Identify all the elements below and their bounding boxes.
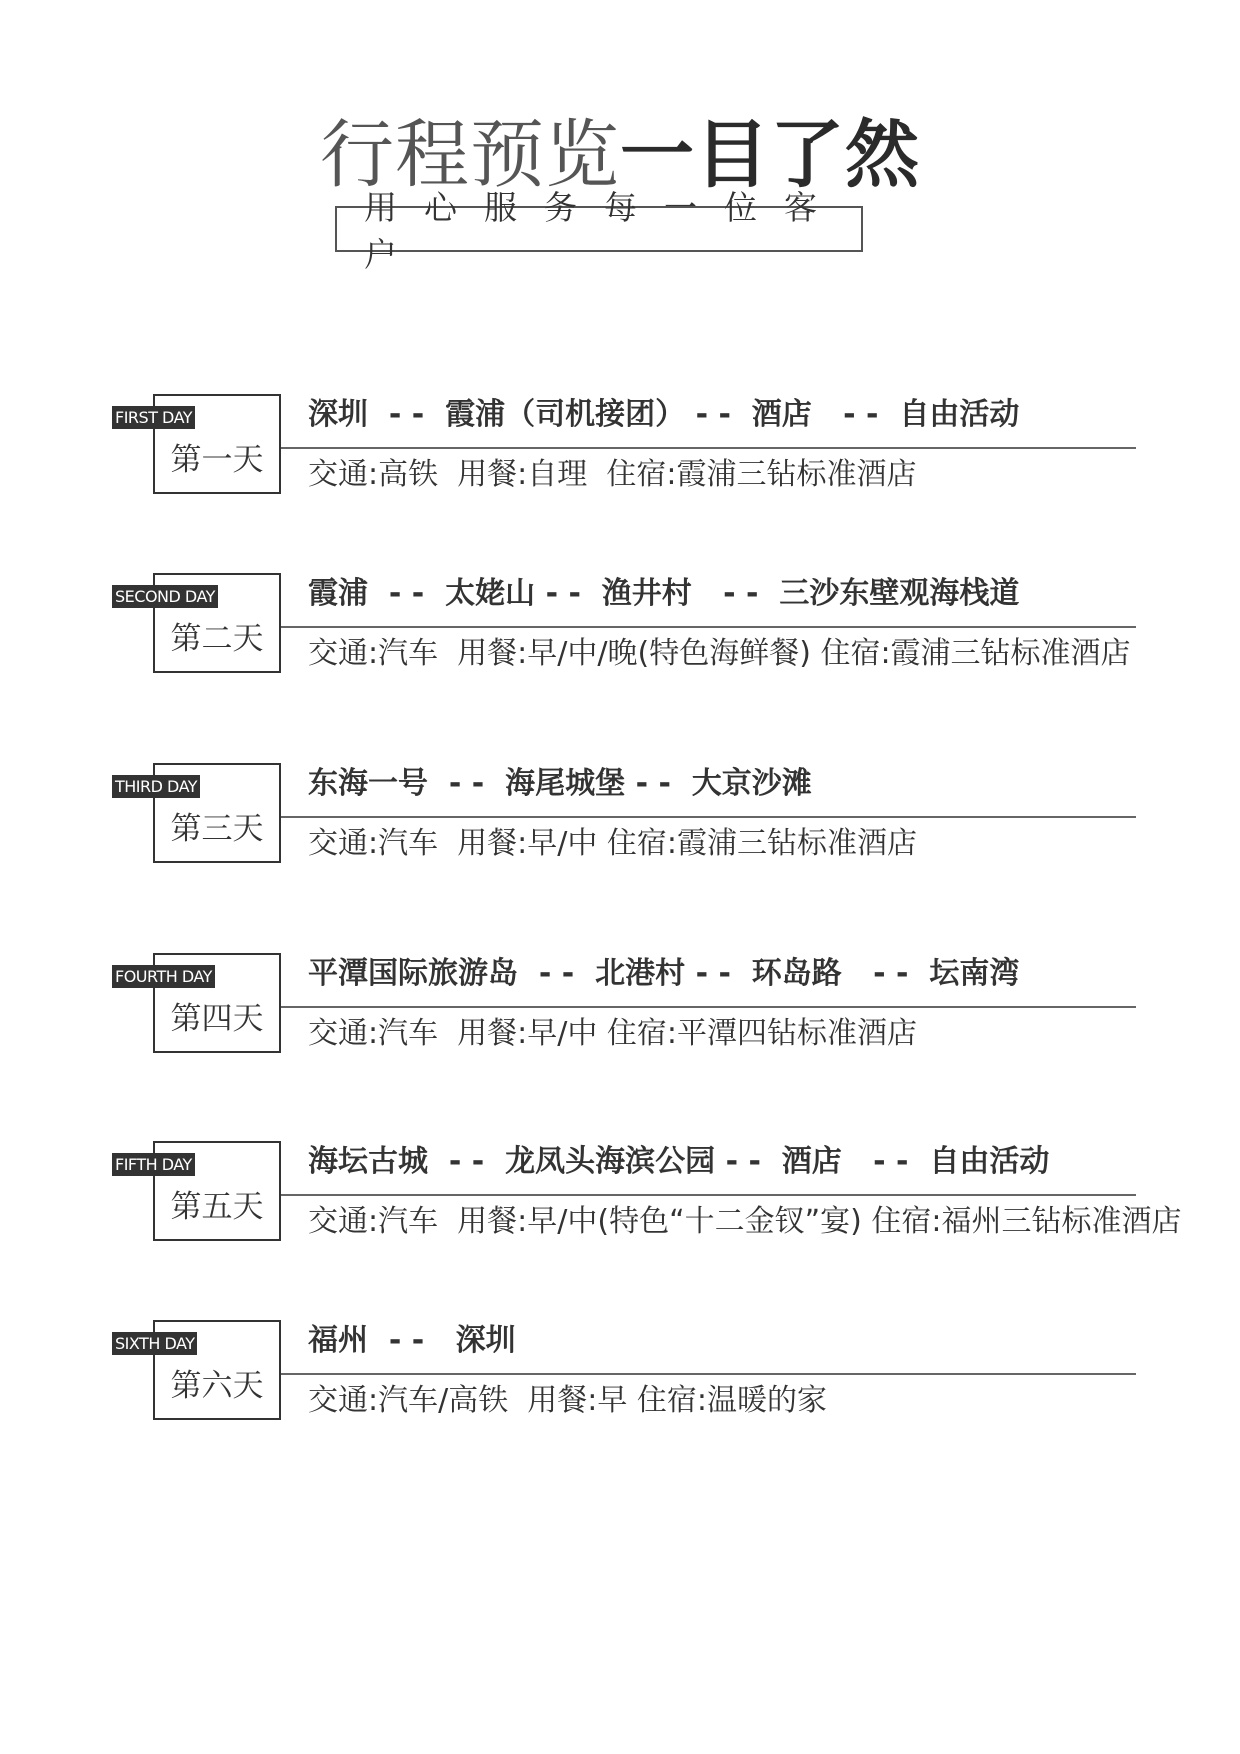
page-title-bold: 一目了然 (620, 112, 920, 198)
day-label-cn: 第五天 (170, 1189, 264, 1225)
day-row-2 (0, 573, 1240, 683)
day-route: 海坛古城 - - 龙凤头海滨公园 - - 酒店 - - 自由活动 (308, 1144, 1050, 1179)
page-subtitle: 用心服务每一位客户 (335, 206, 863, 252)
day-label-en: SIXTH DAY (112, 1332, 197, 1355)
day-label-en: FIFTH DAY (112, 1153, 195, 1176)
day-label-cn: 第四天 (170, 1001, 264, 1037)
day-route: 平潭国际旅游岛 - - 北港村 - - 环岛路 - - 坛南湾 (308, 956, 1020, 991)
day-info: 交通:汽车 用餐:早/中 住宿:平潭四钻标准酒店 (308, 1016, 918, 1051)
day-divider (281, 1373, 1136, 1375)
day-row-1 (0, 394, 1240, 504)
day-route: 深圳 - - 霞浦（司机接团） - - 酒店 - - 自由活动 (308, 397, 1020, 432)
day-info: 交通:汽车 用餐:早/中 住宿:霞浦三钻标准酒店 (308, 826, 918, 861)
day-row-4 (0, 953, 1240, 1063)
day-divider (281, 816, 1136, 818)
day-row-3 (0, 763, 1240, 873)
day-label-en: THIRD DAY (112, 775, 200, 798)
day-row-5 (0, 1141, 1240, 1251)
day-route: 霞浦 - - 太姥山 - - 渔井村 - - 三沙东壁观海栈道 (308, 576, 1020, 611)
day-label-en: SECOND DAY (112, 585, 218, 608)
page-title-light: 行程预览 (320, 112, 620, 198)
day-info: 交通:汽车 用餐:早/中/晚(特色海鲜餐) 住宿:霞浦三钻标准酒店 (308, 636, 1131, 671)
day-divider (281, 626, 1136, 628)
day-divider (281, 1194, 1136, 1196)
day-label-cn: 第六天 (170, 1368, 264, 1404)
day-label-cn: 第一天 (170, 442, 264, 478)
day-info: 交通:高铁 用餐:自理 住宿:霞浦三钻标准酒店 (308, 457, 917, 492)
day-route: 东海一号 - - 海尾城堡 - - 大京沙滩 (308, 766, 812, 801)
day-info: 交通:汽车/高铁 用餐:早 住宿:温暖的家 (308, 1383, 828, 1418)
day-label-cn: 第二天 (170, 621, 264, 657)
day-divider (281, 447, 1136, 449)
day-info: 交通:汽车 用餐:早/中(特色“十二金钗”宴) 住宿:福州三钻标准酒店 (308, 1204, 1182, 1239)
day-divider (281, 1006, 1136, 1008)
day-row-6 (0, 1320, 1240, 1430)
day-label-en: FOURTH DAY (112, 965, 215, 988)
day-label-en: FIRST DAY (112, 406, 195, 429)
day-label-cn: 第三天 (170, 811, 264, 847)
day-route: 福州 - - 深圳 (308, 1323, 516, 1358)
